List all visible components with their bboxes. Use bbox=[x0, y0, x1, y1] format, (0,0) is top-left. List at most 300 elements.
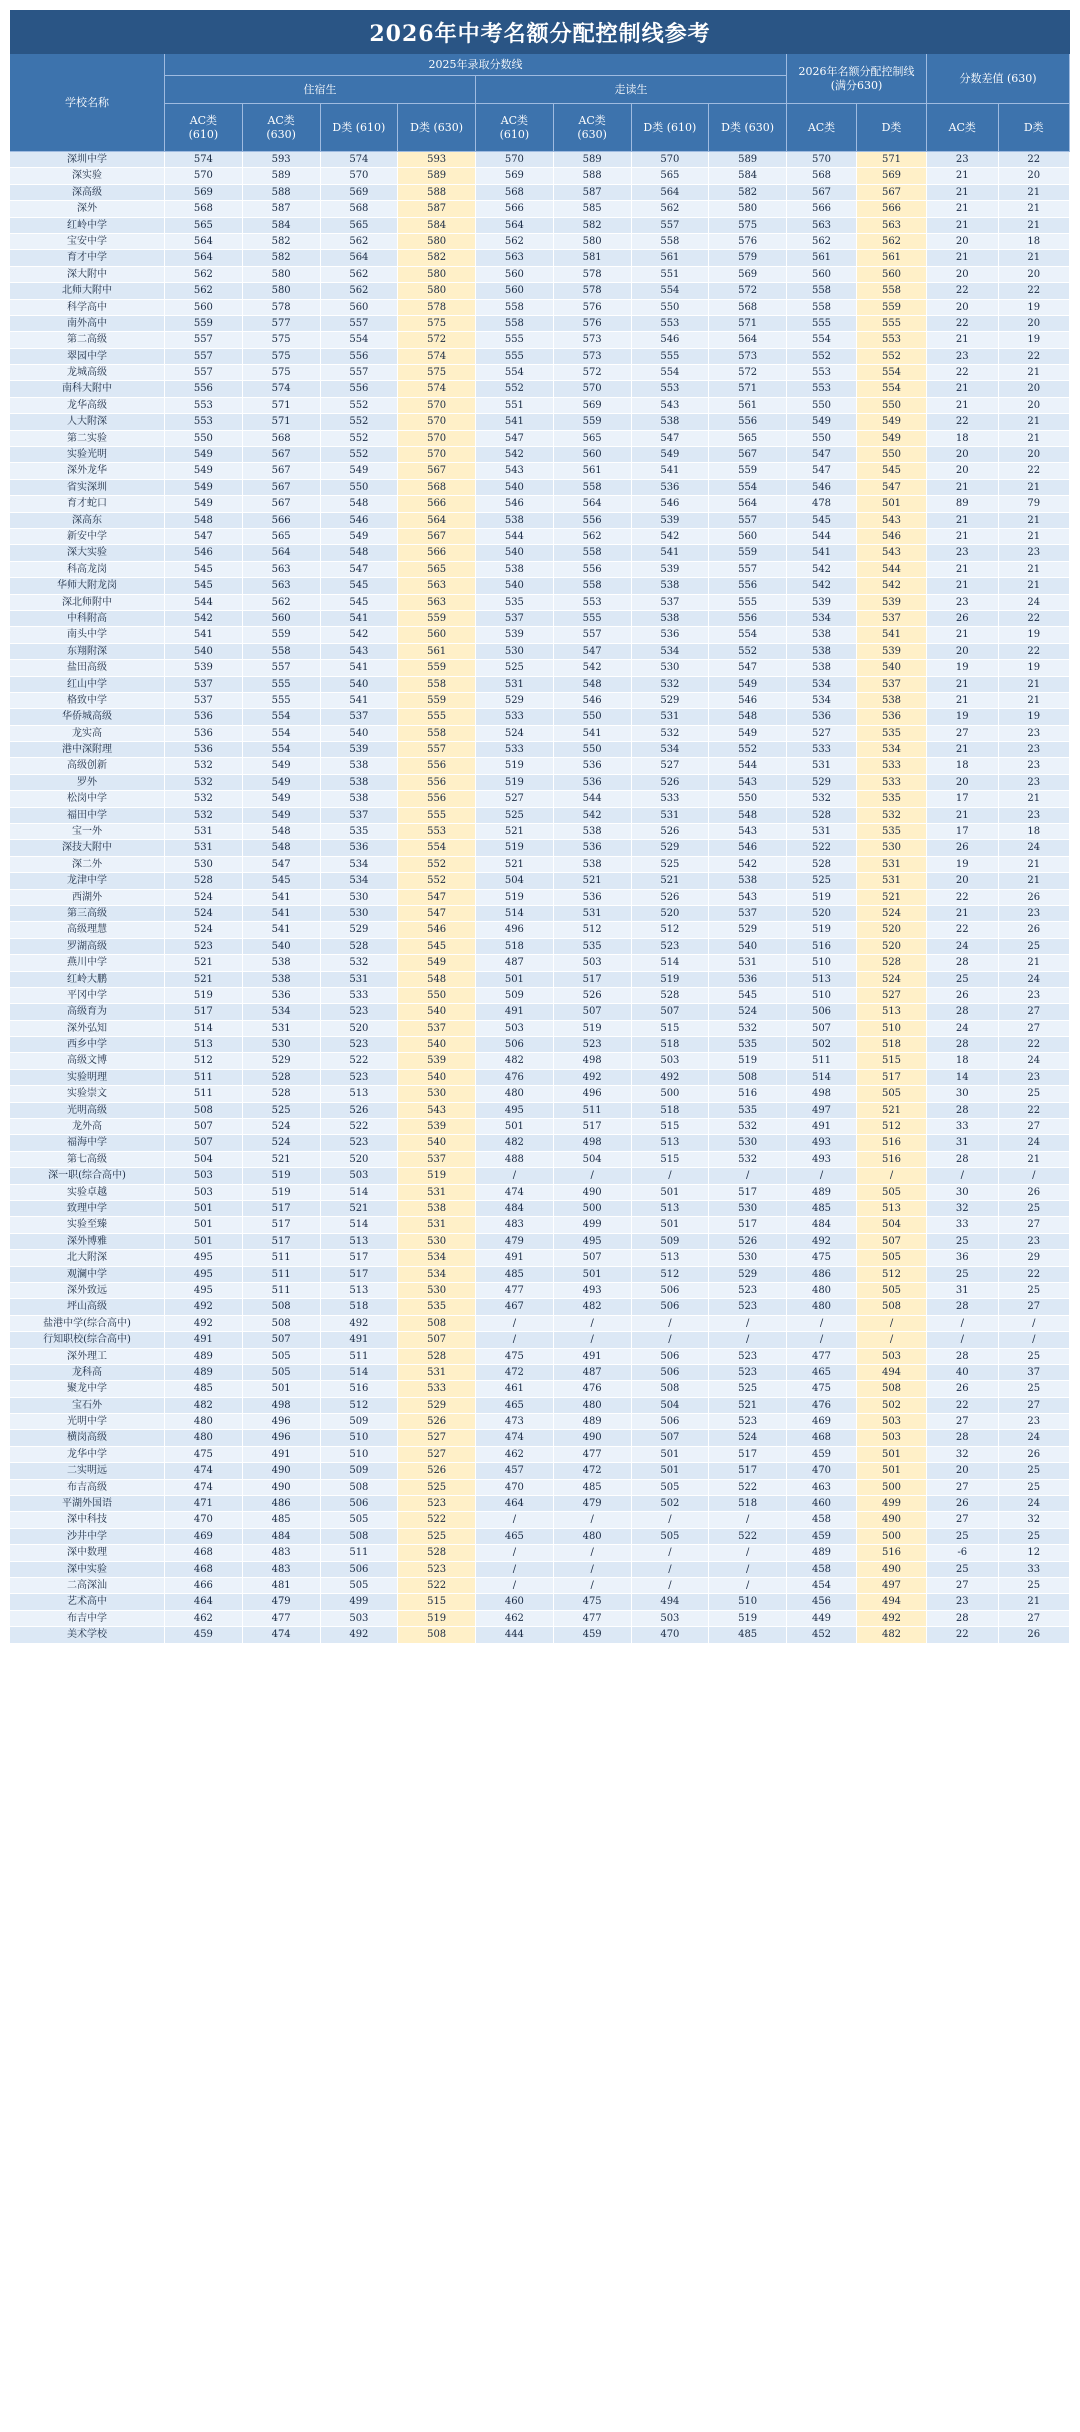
cell-line2026-ac: 546 bbox=[787, 480, 857, 496]
cell-boarding-d610: 540 bbox=[321, 677, 399, 693]
table-row bbox=[10, 578, 1070, 594]
cell-day-ac630: / bbox=[554, 1545, 632, 1561]
cell-boarding-ac610: 549 bbox=[165, 480, 243, 496]
table-row bbox=[10, 414, 1070, 430]
cell-boarding-d630: 519 bbox=[398, 1168, 476, 1184]
cell-day-d630: 545 bbox=[709, 988, 787, 1004]
cell-boarding-ac610: 507 bbox=[165, 1119, 243, 1135]
cell-line2026-ac: 459 bbox=[787, 1447, 857, 1463]
cell-boarding-ac630: 549 bbox=[243, 791, 321, 807]
cell-diff-ac: 21 bbox=[927, 480, 999, 496]
cell-diff-ac: 33 bbox=[927, 1119, 999, 1135]
cell-diff-d: 25 bbox=[999, 1086, 1071, 1102]
cell-boarding-ac610: 544 bbox=[165, 595, 243, 611]
cell-line2026-d: 516 bbox=[857, 1152, 927, 1168]
cell-boarding-ac610: 512 bbox=[165, 1053, 243, 1069]
cell-day-d610: 501 bbox=[632, 1463, 710, 1479]
cell-day-d610: 507 bbox=[632, 1004, 710, 1020]
table-row bbox=[10, 349, 1070, 365]
cell-school-name: 深外博雅 bbox=[10, 1234, 165, 1250]
cell-diff-d: 26 bbox=[999, 890, 1071, 906]
cell-day-ac630: 480 bbox=[554, 1398, 632, 1414]
cell-line2026-d: 513 bbox=[857, 1004, 927, 1020]
cell-diff-d: 18 bbox=[999, 824, 1071, 840]
cell-boarding-ac630: 530 bbox=[243, 1037, 321, 1053]
cell-boarding-d610: 508 bbox=[321, 1480, 399, 1496]
cell-diff-d: 27 bbox=[999, 1021, 1071, 1037]
cell-boarding-d610: 508 bbox=[321, 1529, 399, 1545]
cell-day-ac630: 459 bbox=[554, 1627, 632, 1643]
cell-day-ac610: 444 bbox=[476, 1627, 554, 1643]
table-row bbox=[10, 185, 1070, 201]
table-row bbox=[10, 1480, 1070, 1496]
cell-boarding-d630: 554 bbox=[398, 840, 476, 856]
cell-day-ac610: 554 bbox=[476, 365, 554, 381]
cell-day-d610: / bbox=[632, 1578, 710, 1594]
table-row bbox=[10, 1168, 1070, 1184]
cell-diff-d: 24 bbox=[999, 1053, 1071, 1069]
header-diff-group: 分数差值 (630) bbox=[927, 54, 1070, 104]
cell-day-d630: 519 bbox=[709, 1053, 787, 1069]
cell-day-d610: 526 bbox=[632, 890, 710, 906]
cell-boarding-ac610: 548 bbox=[165, 513, 243, 529]
cell-day-ac610: 484 bbox=[476, 1201, 554, 1217]
cell-boarding-d630: 580 bbox=[398, 267, 476, 283]
cell-boarding-d610: 523 bbox=[321, 1004, 399, 1020]
cell-line2026-d: 492 bbox=[857, 1611, 927, 1627]
cell-line2026-ac: 536 bbox=[787, 709, 857, 725]
cell-day-ac630: 490 bbox=[554, 1430, 632, 1446]
cell-diff-d: 22 bbox=[999, 463, 1071, 479]
cell-line2026-ac: 545 bbox=[787, 513, 857, 529]
table-row bbox=[10, 808, 1070, 824]
cell-line2026-d: 567 bbox=[857, 185, 927, 201]
cell-school-name: 深外龙华 bbox=[10, 463, 165, 479]
cell-boarding-d630: 580 bbox=[398, 234, 476, 250]
cell-diff-ac: 25 bbox=[927, 1529, 999, 1545]
cell-boarding-ac610: 503 bbox=[165, 1185, 243, 1201]
cell-boarding-ac630: 593 bbox=[243, 152, 321, 168]
cell-school-name: 行知职校(综合高中) bbox=[10, 1332, 165, 1348]
cell-day-d610: 526 bbox=[632, 775, 710, 791]
cell-diff-ac: 27 bbox=[927, 1512, 999, 1528]
cell-diff-ac: 26 bbox=[927, 611, 999, 627]
cell-boarding-d610: 560 bbox=[321, 300, 399, 316]
cell-line2026-d: 545 bbox=[857, 463, 927, 479]
cell-boarding-ac610: 565 bbox=[165, 218, 243, 234]
cell-line2026-ac: 516 bbox=[787, 939, 857, 955]
cell-boarding-d610: 531 bbox=[321, 972, 399, 988]
cell-diff-d: 20 bbox=[999, 447, 1071, 463]
cell-diff-d: 29 bbox=[999, 1250, 1071, 1266]
cell-day-ac610: 482 bbox=[476, 1135, 554, 1151]
cell-diff-ac: 24 bbox=[927, 939, 999, 955]
cell-school-name: 南头中学 bbox=[10, 627, 165, 643]
cell-line2026-d: 512 bbox=[857, 1267, 927, 1283]
cell-day-ac610: 521 bbox=[476, 824, 554, 840]
cell-day-d630: 537 bbox=[709, 906, 787, 922]
cell-line2026-ac: 497 bbox=[787, 1103, 857, 1119]
cell-line2026-ac: 532 bbox=[787, 791, 857, 807]
cell-diff-ac: 21 bbox=[927, 513, 999, 529]
cell-boarding-d630: 587 bbox=[398, 201, 476, 217]
cell-line2026-d: 539 bbox=[857, 595, 927, 611]
cell-day-d610: 515 bbox=[632, 1152, 710, 1168]
cell-day-ac610: 519 bbox=[476, 890, 554, 906]
cell-boarding-ac610: 514 bbox=[165, 1021, 243, 1037]
cell-day-d630: 530 bbox=[709, 1201, 787, 1217]
cell-diff-d: 21 bbox=[999, 562, 1071, 578]
cell-diff-d: 25 bbox=[999, 939, 1071, 955]
cell-diff-ac: 27 bbox=[927, 1578, 999, 1594]
cell-school-name: 红岭中学 bbox=[10, 218, 165, 234]
cell-boarding-ac630: 525 bbox=[243, 1103, 321, 1119]
cell-day-d610: 506 bbox=[632, 1349, 710, 1365]
cell-boarding-d630: 557 bbox=[398, 742, 476, 758]
cell-day-d610: 532 bbox=[632, 677, 710, 693]
cell-boarding-d630: 568 bbox=[398, 480, 476, 496]
cell-day-ac630: 542 bbox=[554, 660, 632, 676]
cell-boarding-d610: 556 bbox=[321, 381, 399, 397]
cell-day-d630: 564 bbox=[709, 496, 787, 512]
cell-boarding-d610: 548 bbox=[321, 545, 399, 561]
cell-diff-d: / bbox=[999, 1316, 1071, 1332]
cell-diff-ac: 36 bbox=[927, 1250, 999, 1266]
cell-diff-ac: 21 bbox=[927, 168, 999, 184]
table-row bbox=[10, 595, 1070, 611]
cell-line2026-ac: 533 bbox=[787, 742, 857, 758]
cell-day-ac610: / bbox=[476, 1332, 554, 1348]
cell-boarding-ac610: 489 bbox=[165, 1349, 243, 1365]
cell-line2026-ac: / bbox=[787, 1168, 857, 1184]
cell-boarding-d610: 547 bbox=[321, 562, 399, 578]
cell-line2026-ac: 539 bbox=[787, 595, 857, 611]
cell-day-d610: 501 bbox=[632, 1185, 710, 1201]
cell-diff-d: 19 bbox=[999, 627, 1071, 643]
cell-line2026-d: 534 bbox=[857, 742, 927, 758]
cell-day-d610: 528 bbox=[632, 988, 710, 1004]
cell-day-ac630: 512 bbox=[554, 922, 632, 938]
cell-school-name: 致理中学 bbox=[10, 1201, 165, 1217]
cell-line2026-ac: 458 bbox=[787, 1512, 857, 1528]
cell-day-d630: 549 bbox=[709, 726, 787, 742]
cell-boarding-ac610: 537 bbox=[165, 693, 243, 709]
cell-line2026-d: 501 bbox=[857, 1463, 927, 1479]
cell-boarding-ac610: 464 bbox=[165, 1594, 243, 1610]
cell-day-ac630: 489 bbox=[554, 1414, 632, 1430]
cell-line2026-d: 505 bbox=[857, 1283, 927, 1299]
cell-day-d610: 505 bbox=[632, 1480, 710, 1496]
cell-line2026-d: 558 bbox=[857, 283, 927, 299]
cell-boarding-d630: 537 bbox=[398, 1021, 476, 1037]
cell-day-ac610: 543 bbox=[476, 463, 554, 479]
cell-boarding-d610: 534 bbox=[321, 873, 399, 889]
cell-boarding-d630: 550 bbox=[398, 988, 476, 1004]
cell-diff-d: 23 bbox=[999, 988, 1071, 1004]
cell-diff-ac: 20 bbox=[927, 1463, 999, 1479]
cell-line2026-d: 501 bbox=[857, 496, 927, 512]
cell-line2026-d: 527 bbox=[857, 988, 927, 1004]
cell-boarding-ac630: 490 bbox=[243, 1480, 321, 1496]
cell-line2026-d: 553 bbox=[857, 332, 927, 348]
cell-boarding-ac630: 560 bbox=[243, 611, 321, 627]
header-w-ac610: AC类 (610) bbox=[476, 104, 554, 152]
cell-school-name: 深外 bbox=[10, 201, 165, 217]
cell-day-ac610: / bbox=[476, 1545, 554, 1561]
table-row bbox=[10, 283, 1070, 299]
cell-diff-d: 21 bbox=[999, 693, 1071, 709]
cell-school-name: 深高级 bbox=[10, 185, 165, 201]
cell-line2026-d: 566 bbox=[857, 201, 927, 217]
cell-day-d630: 522 bbox=[709, 1480, 787, 1496]
cell-school-name: 实验明理 bbox=[10, 1070, 165, 1086]
cell-day-d630: 517 bbox=[709, 1463, 787, 1479]
cell-day-ac630: 538 bbox=[554, 824, 632, 840]
cell-day-d610: 532 bbox=[632, 726, 710, 742]
table-row bbox=[10, 677, 1070, 693]
table-row bbox=[10, 824, 1070, 840]
table-row bbox=[10, 513, 1070, 529]
cell-day-ac610: 464 bbox=[476, 1496, 554, 1512]
cell-boarding-ac610: 568 bbox=[165, 201, 243, 217]
cell-boarding-d610: 510 bbox=[321, 1447, 399, 1463]
cell-line2026-d: 540 bbox=[857, 660, 927, 676]
cell-diff-d: 20 bbox=[999, 398, 1071, 414]
table-row bbox=[10, 234, 1070, 250]
cell-boarding-d630: 555 bbox=[398, 709, 476, 725]
cell-line2026-d: 542 bbox=[857, 578, 927, 594]
table-row bbox=[10, 1201, 1070, 1217]
cell-boarding-ac610: 492 bbox=[165, 1316, 243, 1332]
cell-school-name: 省实深圳 bbox=[10, 480, 165, 496]
cell-boarding-ac610: 546 bbox=[165, 545, 243, 561]
cell-day-d610: 523 bbox=[632, 939, 710, 955]
cell-line2026-d: 571 bbox=[857, 152, 927, 168]
cell-diff-d: 25 bbox=[999, 1529, 1071, 1545]
cell-day-ac610: / bbox=[476, 1562, 554, 1578]
table-row bbox=[10, 250, 1070, 266]
cell-boarding-d630: 561 bbox=[398, 644, 476, 660]
cell-diff-d: 22 bbox=[999, 349, 1071, 365]
cell-boarding-ac630: 484 bbox=[243, 1529, 321, 1545]
cell-boarding-ac610: 530 bbox=[165, 857, 243, 873]
cell-line2026-ac: 538 bbox=[787, 660, 857, 676]
table-row bbox=[10, 644, 1070, 660]
cell-boarding-ac610: 501 bbox=[165, 1234, 243, 1250]
cell-line2026-ac: 510 bbox=[787, 988, 857, 1004]
cell-boarding-d610: 517 bbox=[321, 1267, 399, 1283]
cell-boarding-ac630: 563 bbox=[243, 578, 321, 594]
cell-day-d610: / bbox=[632, 1168, 710, 1184]
cell-school-name: 华侨城高级 bbox=[10, 709, 165, 725]
cell-line2026-ac: 470 bbox=[787, 1463, 857, 1479]
cell-boarding-d630: 535 bbox=[398, 1299, 476, 1315]
cell-day-ac630: 576 bbox=[554, 316, 632, 332]
cell-day-ac630: 477 bbox=[554, 1447, 632, 1463]
cell-boarding-d610: 554 bbox=[321, 332, 399, 348]
cell-day-d610: 536 bbox=[632, 627, 710, 643]
cell-boarding-ac630: 505 bbox=[243, 1349, 321, 1365]
cell-boarding-d610: 534 bbox=[321, 857, 399, 873]
cell-day-d630: 543 bbox=[709, 775, 787, 791]
cell-line2026-d: 535 bbox=[857, 726, 927, 742]
cell-school-name: 第七高级 bbox=[10, 1152, 165, 1168]
cell-boarding-d610: 522 bbox=[321, 1119, 399, 1135]
cell-boarding-ac630: 558 bbox=[243, 644, 321, 660]
cell-boarding-d610: 552 bbox=[321, 431, 399, 447]
cell-day-d610: 512 bbox=[632, 1267, 710, 1283]
cell-diff-ac: 23 bbox=[927, 545, 999, 561]
cell-diff-d: 19 bbox=[999, 660, 1071, 676]
cell-diff-ac: 27 bbox=[927, 726, 999, 742]
cell-diff-ac: 28 bbox=[927, 1430, 999, 1446]
cell-diff-ac: 30 bbox=[927, 1086, 999, 1102]
cell-boarding-ac630: 511 bbox=[243, 1267, 321, 1283]
cell-diff-d: 79 bbox=[999, 496, 1071, 512]
cell-diff-ac: 23 bbox=[927, 349, 999, 365]
cell-boarding-d630: 525 bbox=[398, 1480, 476, 1496]
cell-day-d610: 546 bbox=[632, 332, 710, 348]
cell-line2026-ac: 538 bbox=[787, 644, 857, 660]
cell-boarding-d630: 559 bbox=[398, 611, 476, 627]
table-row bbox=[10, 1496, 1070, 1512]
table-row bbox=[10, 316, 1070, 332]
cell-day-d630: / bbox=[709, 1562, 787, 1578]
cell-line2026-ac: 534 bbox=[787, 611, 857, 627]
cell-day-ac630: 585 bbox=[554, 201, 632, 217]
cell-day-d610: 557 bbox=[632, 218, 710, 234]
cell-line2026-ac: 513 bbox=[787, 972, 857, 988]
cell-day-ac630: 561 bbox=[554, 463, 632, 479]
cell-boarding-d610: 492 bbox=[321, 1627, 399, 1643]
cell-day-ac610: 540 bbox=[476, 578, 554, 594]
cell-day-ac610: 558 bbox=[476, 316, 554, 332]
cell-boarding-ac630: 483 bbox=[243, 1562, 321, 1578]
cell-boarding-ac630: 529 bbox=[243, 1053, 321, 1069]
cell-school-name: 深技大附中 bbox=[10, 840, 165, 856]
cell-school-name: 龙科高 bbox=[10, 1365, 165, 1381]
cell-diff-ac: / bbox=[927, 1332, 999, 1348]
cell-line2026-ac: 568 bbox=[787, 168, 857, 184]
cell-diff-d: 23 bbox=[999, 906, 1071, 922]
cell-boarding-ac610: 501 bbox=[165, 1217, 243, 1233]
cell-boarding-d610: 517 bbox=[321, 1250, 399, 1266]
cell-diff-d: 19 bbox=[999, 300, 1071, 316]
cell-diff-d: 21 bbox=[999, 201, 1071, 217]
cell-day-ac610: 533 bbox=[476, 709, 554, 725]
cell-boarding-ac630: 584 bbox=[243, 218, 321, 234]
cell-line2026-d: 550 bbox=[857, 447, 927, 463]
cell-boarding-d610: 530 bbox=[321, 906, 399, 922]
table-row bbox=[10, 529, 1070, 545]
cell-school-name: 深高东 bbox=[10, 513, 165, 529]
cell-day-d630: 531 bbox=[709, 955, 787, 971]
cell-boarding-ac610: 541 bbox=[165, 627, 243, 643]
table-row bbox=[10, 463, 1070, 479]
cell-day-d610: 506 bbox=[632, 1283, 710, 1299]
cell-line2026-ac: 491 bbox=[787, 1119, 857, 1135]
cell-line2026-ac: 558 bbox=[787, 283, 857, 299]
cell-day-ac610: 540 bbox=[476, 545, 554, 561]
cell-boarding-ac630: 582 bbox=[243, 234, 321, 250]
cell-day-ac630: 480 bbox=[554, 1529, 632, 1545]
cell-day-d610: 565 bbox=[632, 168, 710, 184]
cell-day-d630: / bbox=[709, 1168, 787, 1184]
cell-diff-d: 32 bbox=[999, 1512, 1071, 1528]
cell-day-ac630: 557 bbox=[554, 627, 632, 643]
cell-boarding-ac630: 568 bbox=[243, 431, 321, 447]
cell-diff-d: 25 bbox=[999, 1463, 1071, 1479]
cell-day-d630: 556 bbox=[709, 578, 787, 594]
cell-boarding-d630: 540 bbox=[398, 1037, 476, 1053]
cell-boarding-ac630: 538 bbox=[243, 972, 321, 988]
table-row bbox=[10, 447, 1070, 463]
cell-line2026-d: 533 bbox=[857, 775, 927, 791]
cell-boarding-d610: 514 bbox=[321, 1365, 399, 1381]
cell-line2026-ac: 561 bbox=[787, 250, 857, 266]
cell-boarding-ac610: 557 bbox=[165, 349, 243, 365]
cell-boarding-d630: 547 bbox=[398, 890, 476, 906]
cell-day-d630: 543 bbox=[709, 824, 787, 840]
cell-diff-d: / bbox=[999, 1332, 1071, 1348]
cell-boarding-d630: 531 bbox=[398, 1217, 476, 1233]
cell-day-ac610: 462 bbox=[476, 1447, 554, 1463]
cell-diff-ac: 17 bbox=[927, 791, 999, 807]
cell-diff-d: 27 bbox=[999, 1299, 1071, 1315]
cell-day-d630: / bbox=[709, 1332, 787, 1348]
cell-day-d630: 554 bbox=[709, 480, 787, 496]
cell-boarding-ac610: 532 bbox=[165, 775, 243, 791]
cell-line2026-ac: 463 bbox=[787, 1480, 857, 1496]
cell-day-ac630: / bbox=[554, 1562, 632, 1578]
cell-diff-d: / bbox=[999, 1168, 1071, 1184]
cell-diff-ac: 31 bbox=[927, 1283, 999, 1299]
cell-day-ac610: 535 bbox=[476, 595, 554, 611]
cell-day-ac610: 566 bbox=[476, 201, 554, 217]
cell-boarding-d610: 491 bbox=[321, 1332, 399, 1348]
cell-diff-ac: 26 bbox=[927, 1496, 999, 1512]
cell-day-d610: / bbox=[632, 1316, 710, 1332]
cell-diff-ac: 18 bbox=[927, 1053, 999, 1069]
cell-boarding-ac630: 498 bbox=[243, 1398, 321, 1414]
cell-diff-d: 22 bbox=[999, 1103, 1071, 1119]
cell-day-ac610: 501 bbox=[476, 972, 554, 988]
cell-day-ac630: 572 bbox=[554, 365, 632, 381]
cell-boarding-ac610: 547 bbox=[165, 529, 243, 545]
cell-school-name: 科学高中 bbox=[10, 300, 165, 316]
cell-day-ac610: / bbox=[476, 1578, 554, 1594]
table-row bbox=[10, 758, 1070, 774]
cell-day-ac610: 474 bbox=[476, 1430, 554, 1446]
header-diff-d: D类 bbox=[999, 104, 1071, 152]
table-row bbox=[10, 1562, 1070, 1578]
cell-line2026-d: 531 bbox=[857, 873, 927, 889]
cell-boarding-d610: 523 bbox=[321, 1070, 399, 1086]
cell-day-d630: 559 bbox=[709, 545, 787, 561]
cell-line2026-d: 490 bbox=[857, 1512, 927, 1528]
cell-diff-ac: 17 bbox=[927, 824, 999, 840]
cell-boarding-ac630: 524 bbox=[243, 1135, 321, 1151]
cell-day-d610: 470 bbox=[632, 1627, 710, 1643]
cell-school-name: 东翔附深 bbox=[10, 644, 165, 660]
cell-diff-d: 25 bbox=[999, 1381, 1071, 1397]
cell-day-ac610: 485 bbox=[476, 1267, 554, 1283]
cell-day-ac610: 503 bbox=[476, 1021, 554, 1037]
cell-line2026-d: 532 bbox=[857, 808, 927, 824]
cell-boarding-d630: 593 bbox=[398, 152, 476, 168]
cell-day-ac630: 582 bbox=[554, 218, 632, 234]
cell-boarding-d630: 566 bbox=[398, 545, 476, 561]
